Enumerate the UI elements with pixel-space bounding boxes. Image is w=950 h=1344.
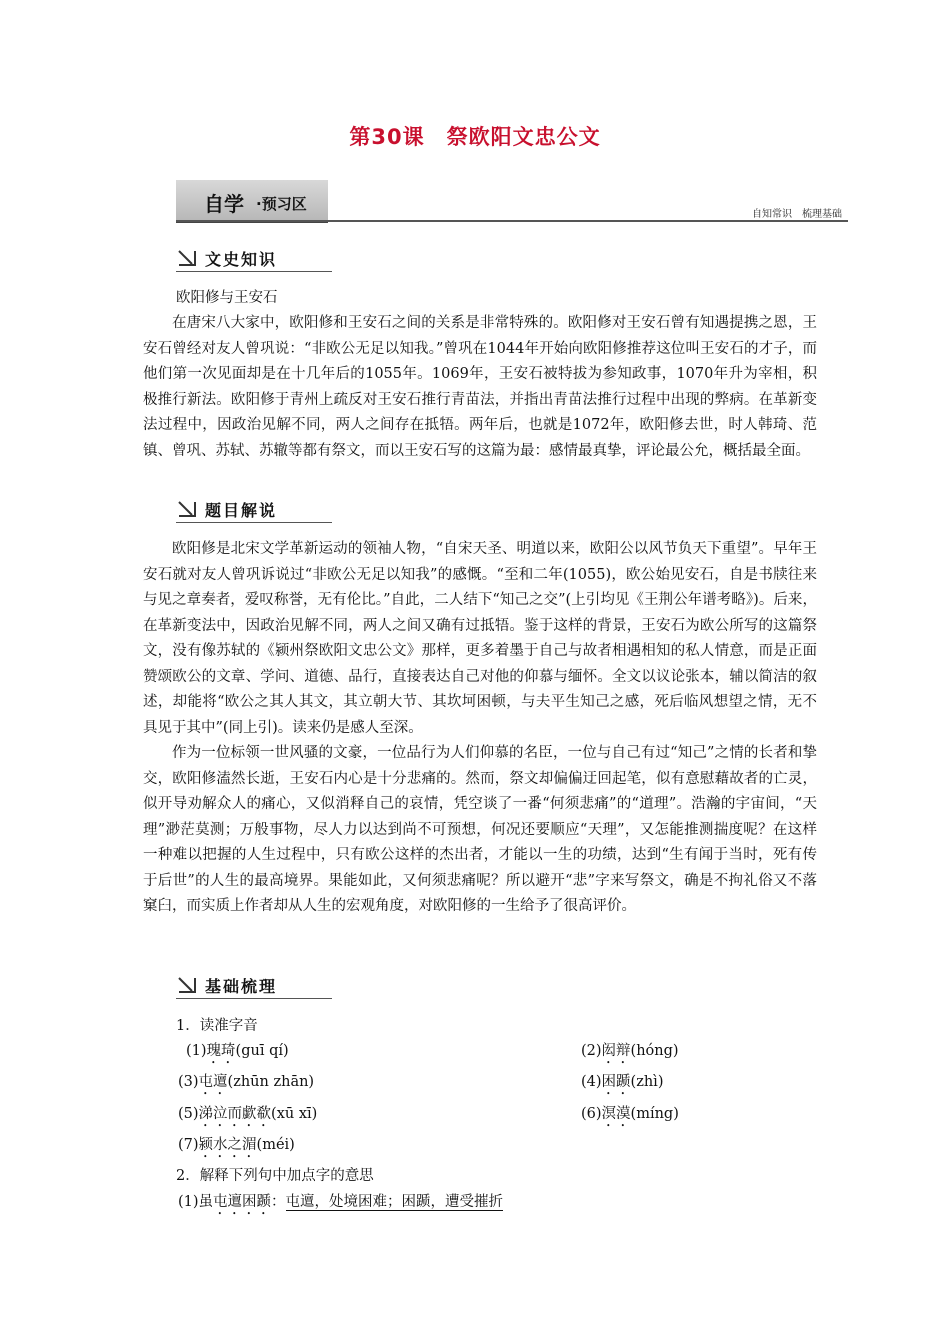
pronunciation-item: (7)颍水之湄(méi) [178, 1137, 295, 1153]
section-underline [176, 522, 332, 523]
banner-right-label: 自知常识 梳理基础 [752, 209, 842, 220]
section-underline [176, 271, 332, 272]
page-title: 第30课 祭欧阳文忠公文 [349, 125, 601, 149]
section-banner [176, 180, 848, 222]
section-marker-icon [178, 977, 196, 993]
question-title: 1．读准字音 [176, 1018, 258, 1034]
section-heading-timu [176, 495, 332, 523]
pronunciation-item: (5)涕泣而歔欷(xū xī) [178, 1106, 318, 1122]
pronunciation-item: (1)瑰琦(guī qí) [186, 1043, 289, 1059]
pronunciation-item: (4)困踬(zhì) [581, 1074, 664, 1090]
paragraph: 在唐宋八大家中，欧阳修和王安石之间的关系是非常特殊的。欧阳修对王安石曾有知遇提携之恩，王安石曾经对友人曾巩说：“非欧公无足以知我。”曾巩在1044年开始向欧阳修推荐这位叫王安石的才子，而他们第一次见面却是在十几年后的1055年。1069年，王安石被特拔为参知政事，1070年升为宰相，积极推行新法。欧阳修于青州上疏反对王安石推行青苗法，并指出青苗法推行过程中出现的弊病。在革新变法过程中，因政治见解不同，两人之间存在抵牾。两年后，也就是1072年，欧阳修去世，时人韩琦、范镇、曾巩、苏轼、苏辙等都有祭文，而以王安石写的这篇为最：感情最真挚，评论最公允，概括最全面。 [143, 315, 817, 459]
pronunciation-item: (6)溟漠(míng) [581, 1106, 679, 1122]
section-label: 基础梳理 [205, 977, 278, 996]
section-underline [176, 998, 332, 999]
pronunciation-item: (2)闳辩(hóng) [581, 1043, 679, 1059]
banner-sub-label: ·预习区 [256, 195, 307, 213]
section-heading-jichu [176, 971, 332, 999]
answer-text: 屯邅，处境困难；困踬，遭受摧折 [285, 1194, 504, 1210]
paragraph: 欧阳修是北宋文学革新运动的领袖人物，“自宋天圣、明道以来，欧阳公以风节负天下重望”。早年王安石就对友人曾巩诉说过“非欧公无足以知我”的感慨。“至和二年(1055)，欧公始见安石，自是书牍往来与见之章奏者，爱叹称誉，无有伦比。”自此，二人结下“知己之交”(上引均见《王荆公年谱考略》)。后来，在革新变法中，因政治见解不同，两人之间又确有过抵牾。鉴于这样的背景，王安石为欧公所写的这篇祭文，没有像苏轼的《颍州祭欧阳文忠公文》那样，更多着墨于自己与故者相遇相知的私人情意，而是正面赞颂欧公的文章、学问、道德、品行，直接表达自己对他的仰慕与缅怀。全文以议论张本，辅以简洁的叙述，却能将“欧公之其人其文，其立朝大节、其坎坷困顿，与夫平生知己之感，死后临风想望之情，无不具见于其中”(同上引)。读来仍是感人至深。 [143, 541, 817, 736]
section-marker-icon [178, 501, 196, 517]
section-label: 文史知识 [205, 250, 278, 269]
explanation-item: (1)虽屯邅困踬：屯邅，处境困难；困踬，遭受摧折 [178, 1194, 504, 1210]
subsection-title: 欧阳修与王安石 [176, 290, 278, 306]
pronunciation-item: (3)屯邅(zhūn zhān) [178, 1074, 315, 1090]
section-label: 题目解说 [205, 501, 278, 520]
banner-main-label: 自学 [204, 192, 244, 216]
section-marker-icon [178, 250, 196, 266]
question-title: 2．解释下列句中加点字的意思 [176, 1168, 374, 1184]
banner-divider [176, 220, 848, 222]
section-heading-wenshi [176, 244, 332, 272]
paragraph: 作为一位标领一世风骚的文豪，一位品行为人们仰慕的名臣，一位与自己有过“知己”之情的长者和挚交，欧阳修溘然长逝，王安石内心是十分悲痛的。然而，祭文却偏偏迂回起笔，似有意慰藉故者的亡灵，似开导劝解众人的痛心，又似消释自己的哀情，凭空谈了一番“何须悲痛”的“道理”。浩瀚的宇宙间，“天理”渺茫莫测；万般事物，尽人力以达到尚不可预想，何况还要顺应“天理”，又怎能推测揣度呢？在这样一种难以把握的人生过程中，只有欧公这样的杰出者，才能以一生的功绩，达到“生有闻于当时，死有传于后世”的人生的最高境界。果能如此，又何须悲痛呢？所以避开“悲”字来写祭文，确是不拘礼俗又不落窠臼，而实质上作者却从人生的宏观角度，对欧阳修的一生给予了很高评价。 [143, 745, 817, 914]
paragraph-block [143, 311, 817, 464]
paragraph-block [143, 537, 817, 920]
